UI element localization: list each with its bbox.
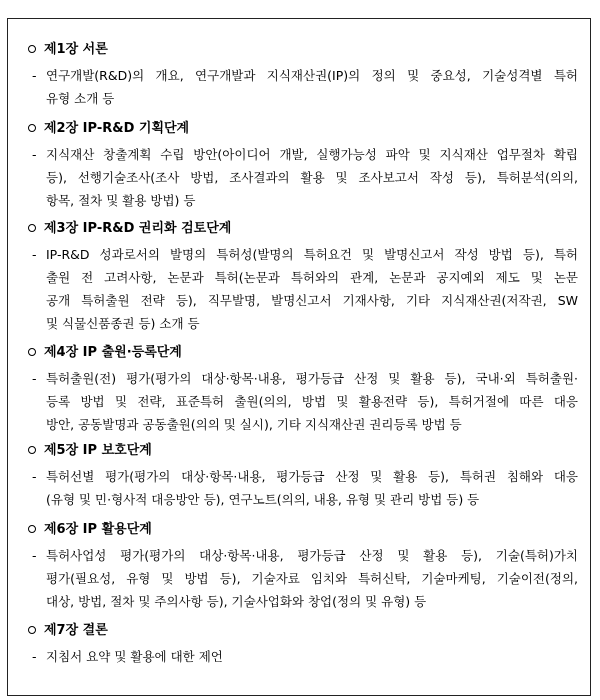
chapter-heading — [28, 120, 578, 138]
chapter-summary — [28, 645, 578, 668]
summary-line: 지식재산 창출계획 수립 방안(아이디어 개발, 실행가능성 파악 및 지식재산 업무절차 확립 — [46, 147, 578, 162]
dash-marker: - — [32, 469, 37, 484]
chapter-5 — [28, 442, 578, 511]
chapter-summary — [28, 143, 578, 212]
chapter-summary — [28, 64, 578, 110]
summary-line: 및 식물신품종권 등) 소개 등 — [46, 316, 200, 331]
summary-line: 평가(필요성, 유형 및 방법 등), 기술자료 임치와 특허신탁, 기술마케팅, 기술이전(정의, — [46, 571, 578, 586]
circle-bullet-icon — [28, 124, 36, 132]
summary-line: 유형 소개 등 — [46, 91, 115, 106]
summary-line: 특허선별 평가(평가의 대상·항목·내용, 평가등급 산정 및 활용 등), 특허권 침해와 대응 — [46, 469, 578, 484]
chapter-title: 제2장 IP-R&D 기획단계 — [44, 121, 190, 136]
dash-marker: - — [32, 247, 37, 262]
chapter-title: 제7장 결론 — [44, 623, 108, 638]
chapter-1 — [28, 41, 578, 110]
summary-line: 출원 전 고려사항, 논문과 특허(논문과 특허와의 관계, 논문과 공지예외 제도 및 논문 — [46, 270, 578, 285]
summary-line: 지침서 요약 및 활용에 대한 제언 — [46, 649, 223, 664]
chapter-7 — [28, 622, 578, 668]
summary-line: (유형 및 민·형사적 대응방안 등), 연구노트(의의, 내용, 유형 및 관리 방법 등) 등 — [46, 492, 480, 507]
circle-bullet-icon — [28, 348, 36, 356]
summary-line: 공개 특허출원 전략 등), 직무발명, 발명신고서 기재사항, 기타 지식재산권(저작권, SW — [46, 293, 578, 308]
summary-line: 항목, 절차 및 활용 방법) 등 — [46, 193, 196, 208]
dash-marker: - — [32, 68, 37, 83]
summary-line: 등), 선행기술조사(조사 방법, 조사결과의 활용 및 조사보고서 작성 등), 특허분석(의의, — [46, 170, 578, 185]
chapter-heading — [28, 442, 578, 460]
summary-line: 특허사업성 평가(평가의 대상·항목·내용, 평가등급 산정 및 활용 등), 기술(특허)가치 — [46, 548, 578, 563]
chapter-summary — [28, 465, 578, 511]
chapter-2 — [28, 120, 578, 212]
summary-line: 대상, 방법, 절차 및 주의사항 등), 기술사업화와 창업(정의 및 유형) 등 — [46, 594, 427, 609]
contents-box — [7, 18, 591, 696]
dash-marker: - — [32, 371, 37, 386]
summary-line: IP-R&D 성과로서의 발명의 특허성(발명의 특허요건 및 발명신고서 작성 방법 등), 특허 — [46, 247, 578, 262]
chapter-title: 제6장 IP 활용단계 — [44, 522, 152, 537]
chapter-heading — [28, 622, 578, 640]
circle-bullet-icon — [28, 525, 36, 533]
chapter-title: 제5장 IP 보호단계 — [44, 443, 152, 458]
summary-line: 방안, 공동발명과 공동출원(의의 및 실시), 기타 지식재산권 권리등록 방법 등 — [46, 417, 462, 432]
circle-bullet-icon — [28, 446, 36, 454]
chapter-summary — [28, 544, 578, 613]
summary-line: 등록 방법 및 전략, 표준특허 출원(의의, 방법 및 활용전략 등), 특허거절에 따른 대응 — [46, 394, 578, 409]
chapter-summary — [28, 367, 578, 436]
summary-line: 연구개발(R&D)의 개요, 연구개발과 지식재산권(IP)의 정의 및 중요성, 기술성격별 특허 — [46, 68, 578, 83]
chapter-heading — [28, 41, 578, 59]
chapter-heading — [28, 220, 578, 238]
summary-line: 특허출원(전) 평가(평가의 대상·항목·내용, 평가등급 산정 및 활용 등), 국내·외 특허출원· — [46, 371, 578, 386]
chapter-heading — [28, 344, 578, 362]
chapter-title: 제4장 IP 출원·등록단계 — [44, 345, 182, 360]
chapter-4 — [28, 344, 578, 436]
dash-marker: - — [32, 147, 37, 162]
dash-marker: - — [32, 548, 37, 563]
circle-bullet-icon — [28, 45, 36, 53]
chapter-heading — [28, 521, 578, 539]
circle-bullet-icon — [28, 626, 36, 634]
chapter-6 — [28, 521, 578, 613]
dash-marker: - — [32, 649, 37, 664]
chapter-summary — [28, 243, 578, 335]
circle-bullet-icon — [28, 224, 36, 232]
chapter-title: 제3장 IP-R&D 권리화 검토단계 — [44, 221, 232, 236]
chapter-3 — [28, 220, 578, 335]
chapter-title: 제1장 서론 — [44, 42, 108, 57]
